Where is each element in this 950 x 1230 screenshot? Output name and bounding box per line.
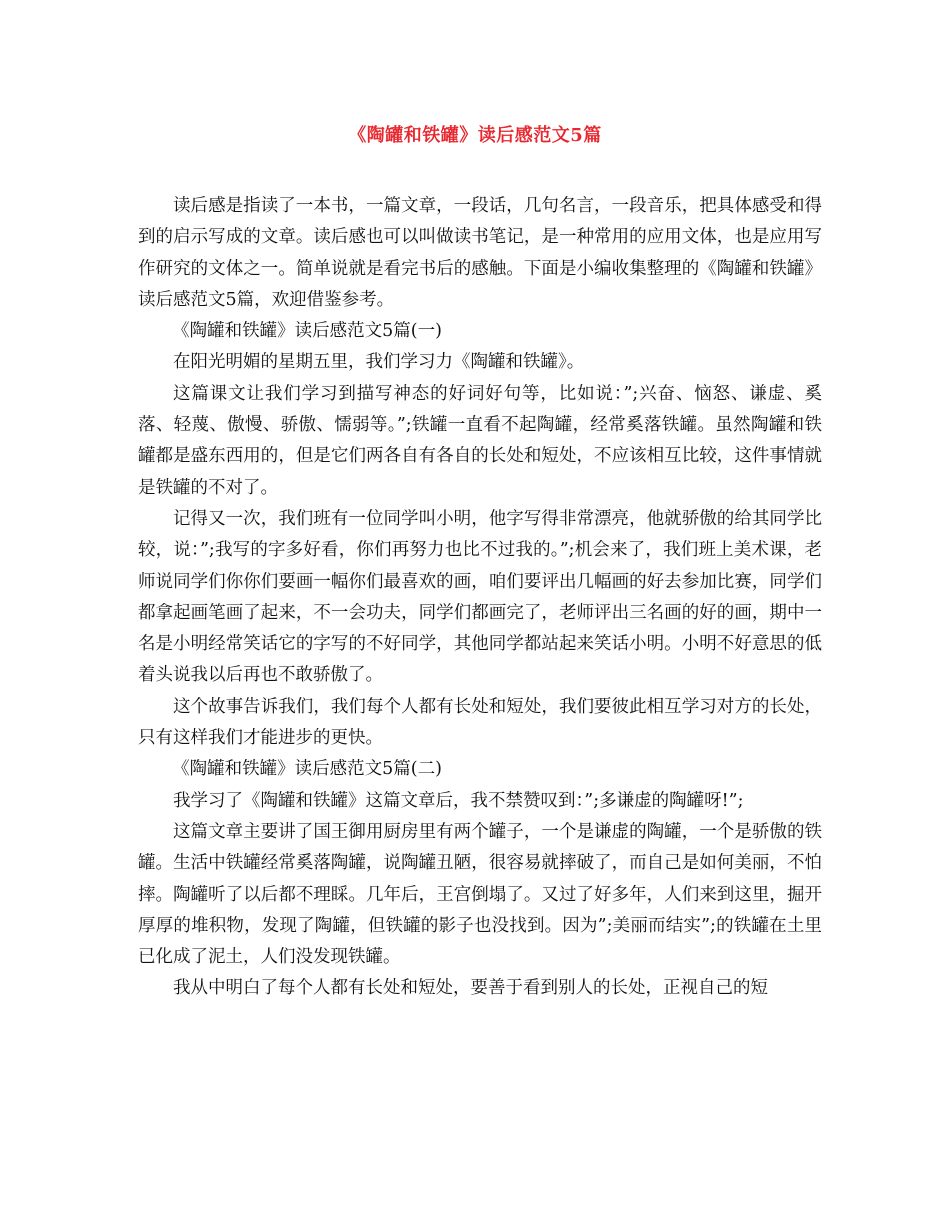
paragraph: 记得又一次，我们班有一位同学叫小明，他字写得非常漂亮，他就骄傲的给其同学比较，说：”;我写的字多好看，你们再努力也比不过我的。”;机会来了，我们班上美术课，老师说同学们你你们要画一幅你们最喜欢的画，咱们要评出几幅画的好去参加比赛，同学们都拿起画笔画了起来，不一会功夫，同学们都画完了，老师评出三名画的好的画，期中一名是小明经常笑话它的字写的不好同学，其他同学都站起来笑话小明。小明不好意思的低着头说我以后再也不敢骄傲了。 — [138, 508, 822, 686]
paragraph: 我学习了《陶罐和铁罐》这篇文章后，我不禁赞叹到：”;多谦虚的陶罐呀!”; — [173, 790, 744, 811]
document-body — [138, 191, 822, 1005]
section-heading-2: 《陶罐和铁罐》读后感范文5篇(二) — [172, 759, 442, 780]
document-title: 《陶罐和铁罐》读后感范文5篇 — [348, 125, 602, 146]
paragraph: 这篇文章主要讲了国王御用厨房里有两个罐子，一个是谦虚的陶罐，一个是骄傲的铁罐。生活中铁罐经常奚落陶罐，说陶罐丑陋，很容易就摔破了，而自己是如何美丽，不怕摔。陶罐听了以后都不理睬。几年后，王宫倒塌了。又过了好多年，人们来到这里，掘开厚厚的堆积物，发现了陶罐，但铁罐的影子也没找到。因为”;美丽而结实”;的铁罐在土里已化成了泥土，人们没发现铁罐。 — [138, 821, 822, 968]
paragraph: 这个故事告诉我们，我们每个人都有长处和短处，我们要彼此相互学习对方的长处，只有这样我们才能进步的更快。 — [138, 696, 822, 749]
section-heading-1: 《陶罐和铁罐》读后感范文5篇(一) — [172, 321, 442, 342]
paragraph-intro: 读后感是指读了一本书，一篇文章，一段话，几句名言，一段音乐，把具体感受和得到的启示写成的文章。读后感也可以叫做读书笔记，是一种常用的应用文体，也是应用写作研究的文体之一。简单说就是看完书后的感触。下面是小编收集整理的《陶罐和铁罐》读后感范文5篇，欢迎借鉴参考。 — [138, 196, 822, 310]
paragraph: 我从中明白了每个人都有长处和短处，要善于看到别人的长处，正视自己的短 — [173, 978, 768, 999]
paragraph: 在阳光明媚的星期五里，我们学习力《陶罐和铁罐》。 — [173, 352, 585, 373]
paragraph: 这篇课文让我们学习到描写神态的好词好句等，比如说：”;兴奋、恼怒、谦虚、奚落、轻蔑、傲慢、骄傲、懦弱等。”;铁罐一直看不起陶罐，经常奚落铁罐。虽然陶罐和铁罐都是盛东西用的，但是它们两各自有各自的长处和短处，不应该相互比较，这件事情就是铁罐的不对了。 — [138, 383, 822, 498]
